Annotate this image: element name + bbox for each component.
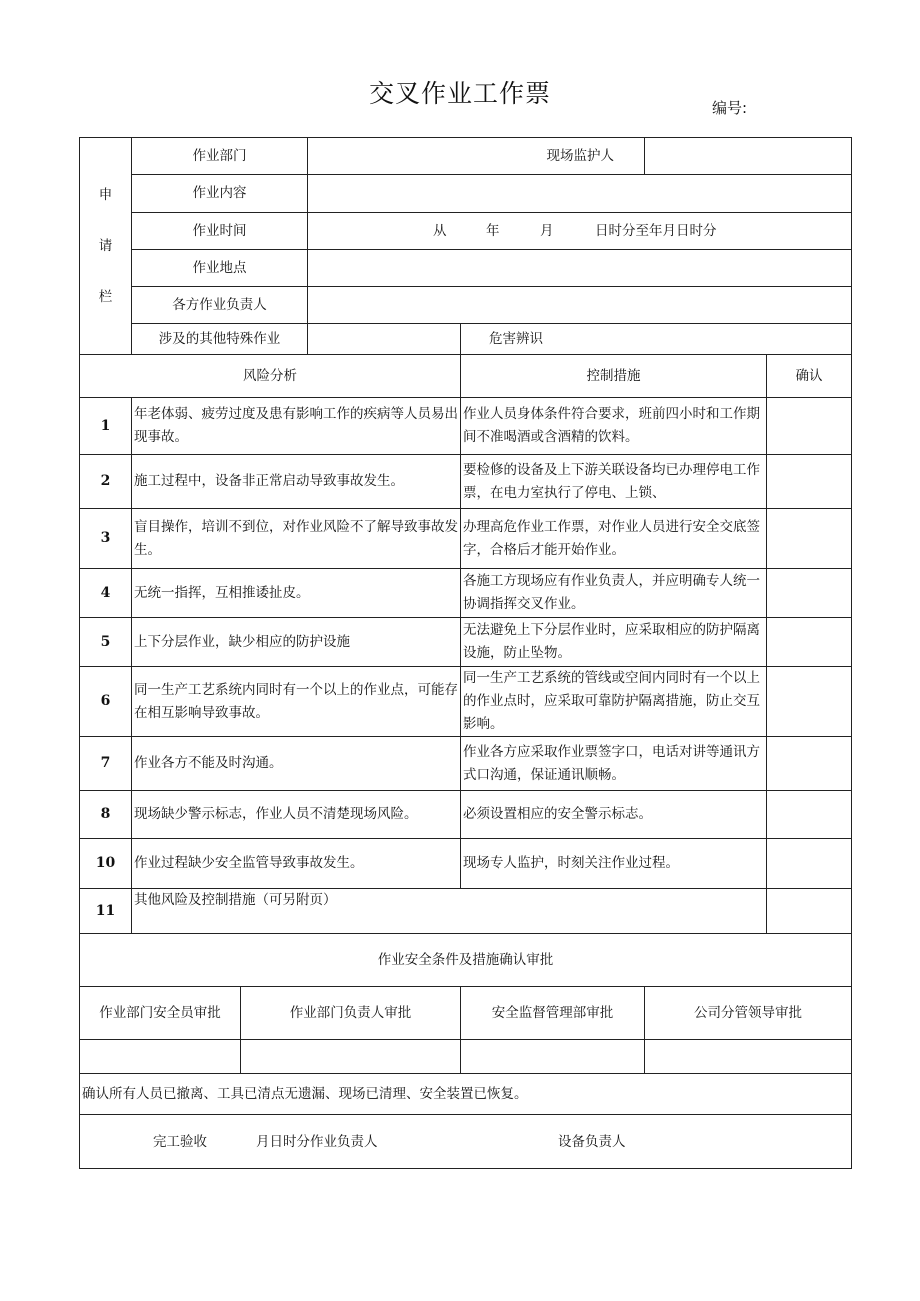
side-char-3: 栏 — [98, 288, 113, 305]
document-title: 交叉作业工作票 — [368, 79, 551, 108]
confirm-header: 确认 — [766, 354, 852, 398]
risk-row-number: 2 — [79, 454, 132, 509]
approval-col-company-leader: 公司分管领导审批 — [644, 986, 852, 1040]
content-label: 作业内容 — [131, 174, 308, 213]
risk-row-number: 6 — [79, 666, 132, 737]
leaders-value[interactable] — [307, 286, 852, 324]
side-char-1: 申 — [98, 186, 113, 203]
risk-row-risk: 盲目操作，培训不到位，对作业风险不了解导致事故发生。 — [131, 508, 461, 569]
control-header: 控制措施 — [460, 354, 767, 398]
risk-row-confirm[interactable] — [766, 838, 852, 889]
risk-row-number: 4 — [79, 568, 132, 618]
content-value[interactable] — [307, 174, 852, 213]
approval-title: 作业安全条件及措施确认审批 — [79, 933, 852, 987]
risk-row-risk: 施工过程中，设备非正常启动导致事故发生。 — [131, 454, 461, 509]
risk-row-risk: 年老体弱、疲劳过度及患有影响工作的疾病等人员易出现事故。 — [131, 397, 461, 455]
risk-row-control: 必须设置相应的安全警示标志。 — [460, 790, 767, 839]
approval-sign-company-leader[interactable] — [644, 1039, 852, 1074]
risk-row-risk: 作业各方不能及时沟通。 — [131, 736, 461, 791]
special-work-label: 涉及的其他特殊作业 — [131, 323, 308, 355]
risk-row-confirm[interactable] — [766, 508, 852, 569]
risk-row-control: 同一生产工艺系统的管线或空间内同时有一个以上的作业点时，应采取可靠防护隔离措施，防止交互影响。 — [460, 666, 767, 737]
completion-accept-time: 月日时分作业负责人 — [256, 1134, 378, 1150]
time-from: 从 — [433, 223, 447, 239]
risk-row-control: 各施工方现场应有作业负责人，并应明确专人统一协调指挥交叉作业。 — [460, 568, 767, 618]
risk-row-risk: 作业过程缺少安全监管导致事故发生。 — [131, 838, 461, 889]
risk-row-number: 7 — [79, 736, 132, 791]
approval-sign-safety-dept[interactable] — [460, 1039, 645, 1074]
hazard-label-text: 危害辨识 — [489, 330, 543, 347]
monitor-label: 现场监护人 — [546, 147, 614, 164]
monitor-value[interactable] — [644, 137, 852, 175]
other-risks-label: 其他风险及控制措施（可另附页） — [134, 892, 337, 908]
risk-row-number: 5 — [79, 617, 132, 667]
approval-sign-safety-officer[interactable] — [79, 1039, 241, 1074]
time-rest: 日时分至年月日时分 — [595, 223, 717, 239]
approval-sign-dept-head[interactable] — [240, 1039, 461, 1074]
risk-row-number: 8 — [79, 790, 132, 839]
completion-confirm-text: 确认所有人员已撤离、工具已清点无遗漏、现场已清理、安全装置已恢复。 — [79, 1073, 852, 1115]
risk-row-number: 1 — [79, 397, 132, 455]
risk-row-control: 办理高危作业工作票，对作业人员进行安全交底签字，合格后才能开始作业。 — [460, 508, 767, 569]
time-year: 年 — [486, 223, 500, 239]
risk-row-risk: 现场缺少警示标志，作业人员不清楚现场风险。 — [131, 790, 461, 839]
risk-row-control: 作业各方应采取作业票签字口，电话对讲等通讯方式口沟通，保证通讯顺畅。 — [460, 736, 767, 791]
time-label: 作业时间 — [131, 212, 308, 250]
risk-row-confirm[interactable] — [766, 397, 852, 455]
dept-label: 作业部门 — [131, 137, 308, 175]
completion-equipment-label: 设备负责人 — [558, 1134, 626, 1150]
other-risks-cell[interactable] — [131, 888, 767, 934]
completion-acceptance-row[interactable] — [79, 1114, 852, 1169]
time-month: 月 — [540, 223, 554, 239]
special-work-value[interactable] — [307, 323, 461, 355]
serial-number-label: 编号: — [712, 99, 748, 117]
risk-row-risk: 上下分层作业，缺少相应的防护设施 — [131, 617, 461, 667]
completion-accept-label: 完工验收 — [153, 1134, 207, 1150]
risk-row-confirm[interactable] — [766, 454, 852, 509]
risk-header: 风险分析 — [79, 354, 461, 398]
hazard-label — [460, 323, 852, 355]
risk-row-control: 要检修的设备及上下游关联设备均已办理停电工作票，在电力室执行了停电、上锁、 — [460, 454, 767, 509]
risk-row-risk: 无统一指挥，互相推诿扯皮。 — [131, 568, 461, 618]
risk-row-control: 无法避免上下分层作业时，应采取相应的防护隔离设施，防止坠物。 — [460, 617, 767, 667]
risk-row-confirm[interactable] — [766, 790, 852, 839]
approval-col-dept-head: 作业部门负责人审批 — [240, 986, 461, 1040]
risk-row-risk: 同一生产工艺系统内同时有一个以上的作业点，可能存在相互影响导致事故。 — [131, 666, 461, 737]
application-side-label — [79, 137, 132, 355]
risk-row-confirm[interactable] — [766, 666, 852, 737]
approval-col-safety-dept: 安全监督管理部审批 — [460, 986, 645, 1040]
risk-row-control: 现场专人监护，时刻关注作业过程。 — [460, 838, 767, 889]
risk-row-confirm[interactable] — [766, 736, 852, 791]
side-char-2: 请 — [98, 237, 113, 254]
dept-and-monitor-label-cell — [307, 137, 645, 175]
place-label: 作业地点 — [131, 249, 308, 287]
risk-row-confirm[interactable] — [766, 888, 852, 934]
risk-row-number: 10 — [79, 838, 132, 889]
risk-row-control: 作业人员身体条件符合要求，班前四小时和工作期间不准喝酒或含酒精的饮料。 — [460, 397, 767, 455]
time-value[interactable] — [307, 212, 852, 250]
risk-row-confirm[interactable] — [766, 617, 852, 667]
place-value[interactable] — [307, 249, 852, 287]
risk-row-number: 3 — [79, 508, 132, 569]
risk-row-confirm[interactable] — [766, 568, 852, 618]
leaders-label: 各方作业负责人 — [131, 286, 308, 324]
approval-col-safety-officer: 作业部门安全员审批 — [79, 986, 241, 1040]
risk-row-number: 11 — [79, 888, 132, 934]
